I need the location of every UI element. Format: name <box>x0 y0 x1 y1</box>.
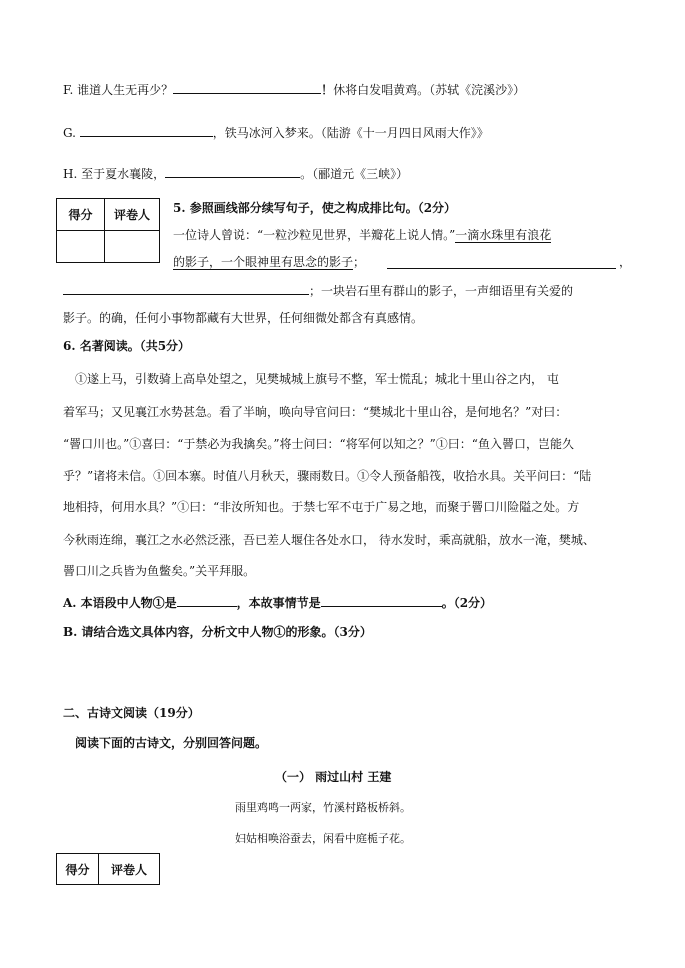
poem-line-1: 雨里鸡鸣一两家，竹溪村路板桥斜。 <box>235 801 411 814</box>
score-label: 得分 <box>57 199 105 231</box>
q5-answer-line-1[interactable] <box>387 268 616 269</box>
q5-line3-text: ；一块岩石里有群山的影子，一声细语里有关爱的 <box>309 284 574 298</box>
q5-line4: 影子。的确，任何小事物都藏有大世界，任何细微处都含有真感情。 <box>63 311 424 325</box>
fill-in-f-bang: ！ <box>321 83 334 97</box>
q6-passage-line: ①遂上马，引数骑上高阜处望之，见樊城城上旗号不整，军士慌乱；城北十里山谷之内， 屯 <box>75 372 559 386</box>
q5-answer-line-2[interactable] <box>63 283 309 295</box>
score-cell[interactable] <box>57 231 105 263</box>
q5-comma: ， <box>619 255 632 269</box>
section-2-instruction: 阅读下面的古诗文，分别回答问题。 <box>75 736 268 750</box>
q6-passage-line: “罾口川也。”①喜曰：“于禁必为我擒矣。”将士问曰：“将军何以知之？”①曰：“鱼入罾口，岂能久 <box>63 437 574 451</box>
fill-in-f-suffix: 休将白发唱黄鸡。（苏轼《浣溪沙》） <box>333 83 526 97</box>
q6-title: 6. 名著阅读。（共5分） <box>63 339 191 353</box>
q5-line3 <box>63 282 573 299</box>
fill-in-g-prefix: G. <box>63 126 80 140</box>
grader-cell[interactable] <box>105 231 160 263</box>
fill-in-f-prefix: F. 谁道人生无再少？ <box>63 83 174 97</box>
q6-question-b: B. 请结合选文具体内容，分析文中人物①的形象。（3分） <box>63 625 372 639</box>
poem-title: （一） 雨过山村 王建 <box>275 770 392 784</box>
q6-passage-line: 着军马；又见襄江水势甚急。看了半晌，唤向导官问曰：“樊城北十里山谷，是何地名？”对曰： <box>63 405 568 419</box>
fill-in-h <box>63 165 408 182</box>
grader-label: 评卷人 <box>99 854 160 885</box>
fill-in-g <box>63 124 489 141</box>
fill-in-h-blank[interactable] <box>165 166 300 178</box>
q5-line2 <box>173 253 365 270</box>
q6-passage-line: 乎？”诸将未信。①回本寨。时值八月秋天，骤雨数日。①令人预备船筏，收拾水具。关平问曰：“陆 <box>63 469 592 483</box>
q6-a-mid: ，本故事情节是 <box>236 596 321 610</box>
q6-question-a <box>63 594 492 611</box>
q5-line1 <box>173 226 551 243</box>
poem-line-2: 妇姑相唤浴蚕去，闲看中庭栀子花。 <box>235 832 411 845</box>
fill-in-h-prefix: H. 至于夏水襄陵， <box>63 167 166 181</box>
q6-passage-line: 地相持，何用水具？”①曰：“非汝所知也。于禁七军不屯于广易之地，而聚于罾口川险隘之处。方 <box>63 500 580 514</box>
score-table-2 <box>56 853 160 885</box>
fill-in-f-blank[interactable] <box>173 82 321 94</box>
q5-underlined-2: 的影子，一个眼神里有思念的影子 <box>173 255 354 269</box>
fill-in-g-suffix: ，铁马冰河入梦来。（陆游《十一月四日风雨大作》》 <box>212 126 489 140</box>
q6-a-prefix: A. 本语段中人物①是 <box>63 596 177 610</box>
q6-a-blank-2[interactable] <box>321 595 442 607</box>
q6-a-suffix: 。（2分） <box>441 596 493 610</box>
section-2-title: 二、古诗文阅读（19分） <box>63 706 200 720</box>
q6-passage-line: 今秋雨连绵，襄江之水必然泛涨，吾已差人堰住各处水口， 待水发时，乘高就船，放水一淹，樊城、 <box>63 533 595 547</box>
q5-underlined-1: 一滴水珠里有浪花 <box>455 228 552 242</box>
q6-passage-line: 罾口川之兵皆为鱼鳖矣。”关平拜服。 <box>63 564 256 578</box>
fill-in-g-blank[interactable] <box>80 125 213 137</box>
q6-a-blank-1[interactable] <box>177 595 237 607</box>
q5-line2-semicolon: ； <box>353 255 366 269</box>
q5-line1-text: 一位诗人曾说：“一粒沙粒见世界，半瓣花上说人情。” <box>173 228 456 242</box>
score-label: 得分 <box>57 854 99 885</box>
q5-title: 5. 参照画线部分续写句子，使之构成排比句。（2分） <box>173 201 457 215</box>
fill-in-h-suffix: 。（郦道元《三峡》） <box>300 167 409 181</box>
grader-label: 评卷人 <box>105 199 160 231</box>
score-table <box>56 198 160 263</box>
fill-in-f <box>63 81 525 98</box>
